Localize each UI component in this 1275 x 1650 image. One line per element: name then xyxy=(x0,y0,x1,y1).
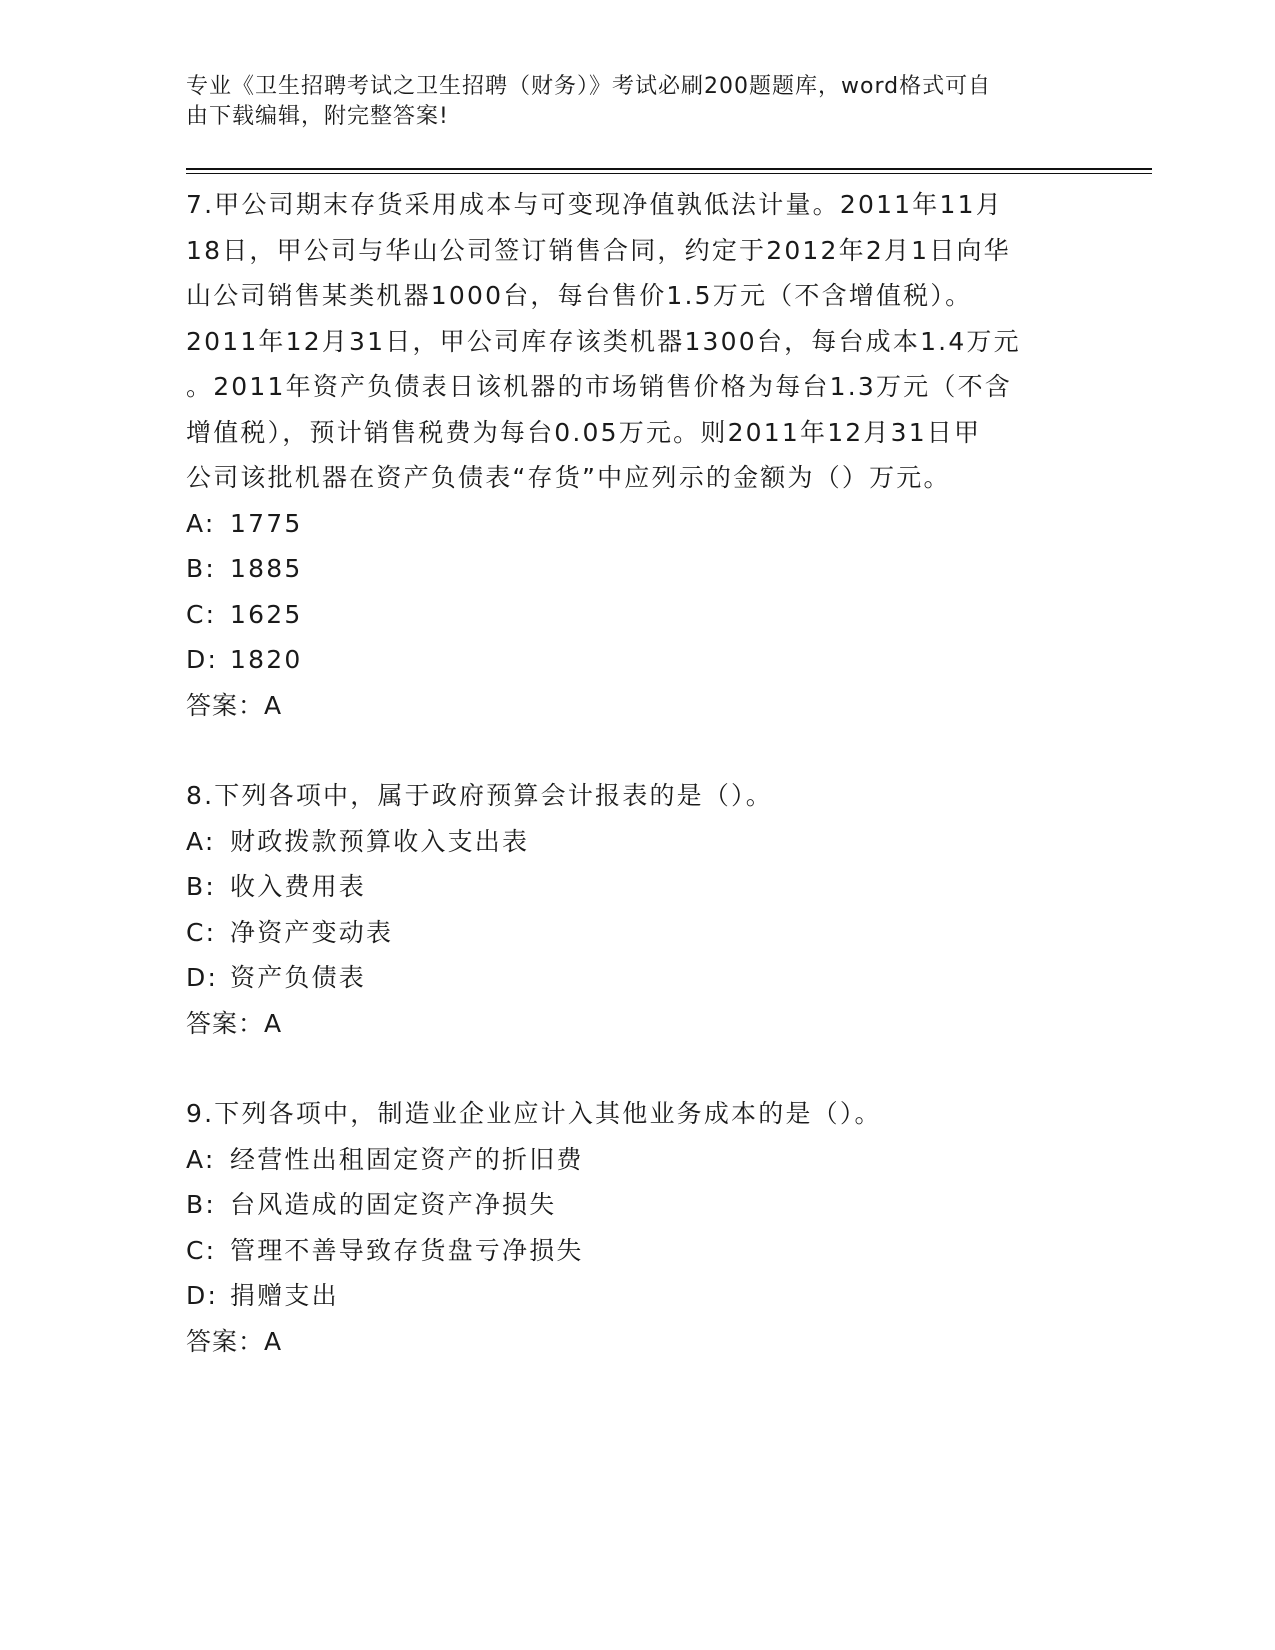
option-b xyxy=(186,546,1152,592)
option-a xyxy=(186,1137,1152,1183)
option-letter: D: xyxy=(186,963,219,992)
option-d xyxy=(186,637,1152,683)
question-text-line: 增值税），预计销售税费为每台0.05万元。则2011年12月31日甲 xyxy=(186,417,982,447)
question-8 xyxy=(186,773,1152,1046)
option-letter: C: xyxy=(186,917,217,947)
option-c xyxy=(186,910,1152,956)
spacer xyxy=(186,728,1152,773)
option-text: 捐赠支出 xyxy=(230,1281,339,1310)
option-letter: C: xyxy=(186,1235,217,1265)
question-9 xyxy=(186,1091,1152,1364)
answer-line: 答案：A xyxy=(186,1326,283,1356)
option-a xyxy=(186,501,1152,547)
question-text-line: 8.下列各项中，属于政府预算会计报表的是（）。 xyxy=(186,781,773,810)
option-text: 1820 xyxy=(230,645,303,674)
option-letter: A: xyxy=(186,508,216,538)
option-b xyxy=(186,864,1152,910)
option-letter: A: xyxy=(186,826,216,856)
question-text-line: 18日，甲公司与华山公司签订销售合同，约定于2012年2月1日向华 xyxy=(186,235,1011,265)
option-a xyxy=(186,819,1152,865)
option-text: 收入费用表 xyxy=(230,872,367,901)
question-text-line: 9.下列各项中，制造业企业应计入其他业务成本的是（）。 xyxy=(186,1099,882,1128)
question-text-line: 公司该批机器在资产负债表“存货”中应列示的金额为（）万元。 xyxy=(186,463,951,492)
question-7 xyxy=(186,182,1152,728)
option-letter: A: xyxy=(186,1144,216,1174)
document-header xyxy=(186,72,1152,132)
option-d xyxy=(186,955,1152,1001)
header-line-1: 专业《卫生招聘考试之卫生招聘（财务）》考试必刷200题题库，word格式可自 xyxy=(186,74,992,99)
question-text-line: 。2011年资产负债表日该机器的市场销售价格为每台1.3万元（不含 xyxy=(186,372,1012,401)
option-letter: C: xyxy=(186,599,217,629)
question-text-line: 2011年12月31日，甲公司库存该类机器1300台，每台成本1.4万元 xyxy=(186,326,1021,356)
answer-line: 答案：A xyxy=(186,1008,283,1038)
option-text: 净资产变动表 xyxy=(230,917,394,947)
option-letter: B: xyxy=(186,1190,216,1219)
option-d xyxy=(186,1273,1152,1319)
option-text: 管理不善导致存货盘亏净损失 xyxy=(230,1235,584,1265)
option-text: 1885 xyxy=(230,554,303,583)
option-letter: B: xyxy=(186,554,216,583)
option-text: 台风造成的固定资产净损失 xyxy=(230,1190,557,1219)
option-letter: B: xyxy=(186,872,216,901)
option-text: 1625 xyxy=(230,599,303,629)
answer-line: 答案：A xyxy=(186,690,283,720)
option-letter: D: xyxy=(186,1281,219,1310)
header-divider xyxy=(186,168,1152,174)
option-text: 经营性出租固定资产的折旧费 xyxy=(230,1144,584,1174)
question-text-line: 山公司销售某类机器1000台，每台售价1.5万元（不含增值税）。 xyxy=(186,281,973,310)
header-line-2: 由下载编辑，附完整答案! xyxy=(186,104,449,129)
option-letter: D: xyxy=(186,645,219,674)
option-b xyxy=(186,1182,1152,1228)
option-c xyxy=(186,592,1152,638)
option-text: 1775 xyxy=(230,508,303,538)
question-list xyxy=(186,182,1152,1364)
option-text: 财政拨款预算收入支出表 xyxy=(230,826,530,856)
document-page xyxy=(186,72,1152,1364)
option-c xyxy=(186,1228,1152,1274)
option-text: 资产负债表 xyxy=(230,963,367,992)
question-text-line: 7.甲公司期末存货采用成本与可变现净值孰低法计量。2011年11月 xyxy=(186,190,1003,219)
spacer xyxy=(186,1046,1152,1091)
